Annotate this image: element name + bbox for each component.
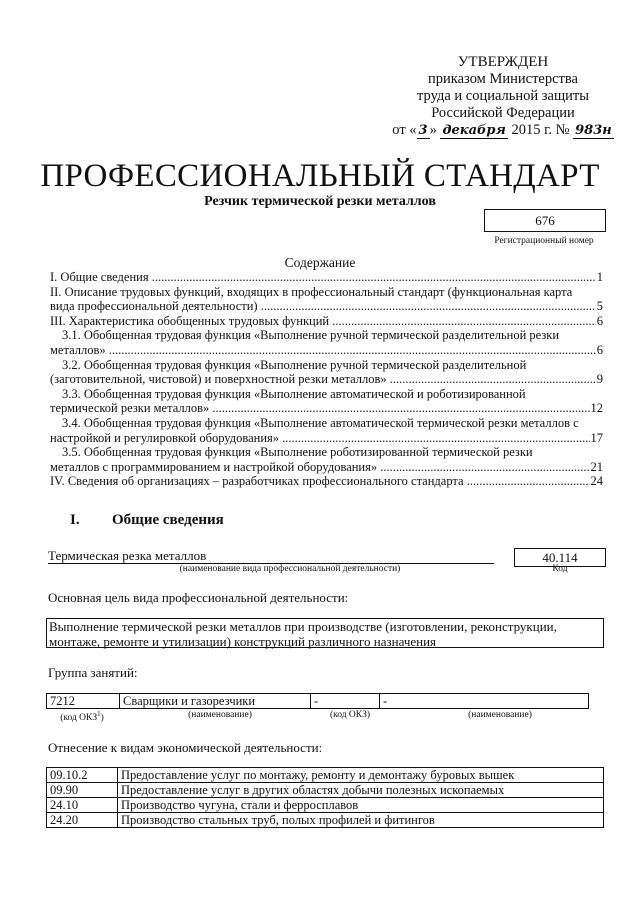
- toc-entry[interactable]: [50, 285, 603, 314]
- date-month: декабря: [442, 123, 506, 138]
- oked-code-cell: 24.10: [47, 798, 118, 813]
- approval-status: УТВЕРЖДЕН: [457, 54, 549, 70]
- toc-entry[interactable]: [50, 387, 603, 416]
- date-year: 2015 г. №: [511, 122, 570, 138]
- goal-text-line: Выполнение термической резки металлов при производстве (изготовлении, реконструкции,: [49, 619, 557, 634]
- toc-entry-text: (заготовительной, чистовой) и поверхностной резки металлов» .....: [50, 372, 596, 387]
- table-row: [47, 813, 604, 828]
- registration-number-label: Регистрационный номер: [494, 236, 594, 246]
- order-number: 983н: [575, 123, 612, 138]
- date-day: 3: [418, 123, 428, 138]
- okz-code-cell: -: [311, 694, 380, 709]
- caption-text: ): [100, 713, 104, 724]
- toc-entry-text: 3.2. Обобщенная трудовая функция «Выполнение ручной термической разделительной: [62, 357, 527, 372]
- oked-name-cell: Предоставление услуг в других областях добычи полезных ископаемых: [118, 783, 604, 798]
- toc-entry-text: I. Общие сведения .....: [50, 270, 596, 285]
- table-row: [47, 694, 589, 709]
- okz-name-caption: (наименование): [188, 710, 252, 720]
- toc-entry[interactable]: [50, 314, 603, 329]
- toc-entry-text: 3.4. Обобщенная трудовая функция «Выполнение автоматической термической резки металлов с: [62, 415, 579, 430]
- toc-entry-page: 21: [590, 459, 603, 474]
- toc-entry-page: 6: [596, 342, 603, 357]
- oked-name-cell: Предоставление услуг по монтажу, ремонту и демонтажу буровых вышек: [118, 768, 604, 783]
- okz-code-caption: (код ОКЗ): [329, 710, 371, 720]
- toc-entry-text: IV. Сведения об организациях – разработчиках профессионального стандарта .....: [50, 474, 590, 489]
- date-prefix: от «: [392, 122, 417, 138]
- section-heading: [70, 512, 224, 529]
- approval-block: [388, 54, 618, 139]
- table-of-contents: [50, 270, 603, 489]
- toc-entry-text: металлов» .....: [50, 343, 596, 358]
- okz-code-cell: 7212: [47, 694, 120, 709]
- toc-entry-text: термической резки металлов» .....: [50, 401, 590, 416]
- activity-name-caption: (наименование вида профессиональной деятельности): [179, 564, 401, 574]
- oked-code-cell: 09.10.2: [47, 768, 118, 783]
- document-title: ПРОФЕССИОНАЛЬНЫЙ СТАНДАРТ: [40, 158, 600, 194]
- goal-box: [46, 618, 604, 648]
- section-title: Общие сведения: [112, 512, 224, 528]
- okz-name-cell: Сварщики и газорезчики: [120, 694, 311, 709]
- document-subtitle: Резчик термической резки металлов: [204, 194, 436, 209]
- oked-table: [46, 767, 604, 828]
- approval-order-line: приказом Министерства: [428, 71, 578, 87]
- toc-entry-page: 9: [596, 372, 603, 387]
- toc-entry[interactable]: [50, 474, 603, 489]
- table-row: [47, 783, 604, 798]
- toc-entry-page: 12: [590, 401, 603, 416]
- toc-entry-text: 3.3. Обобщенная трудовая функция «Выполнение автоматической и роботизированной: [62, 386, 526, 401]
- toc-entry-page: 5: [596, 299, 603, 314]
- approval-date-line: [388, 122, 618, 139]
- occupation-group-table: [46, 693, 589, 709]
- toc-entry[interactable]: [50, 328, 603, 357]
- toc-entry-page: 1: [596, 270, 603, 284]
- toc-entry[interactable]: [50, 416, 603, 445]
- okz-name-caption: (наименование): [468, 710, 532, 720]
- table-row: [47, 768, 604, 783]
- activity-code-box: 40.114: [514, 548, 606, 567]
- registration-number-box: 676: [484, 209, 606, 232]
- toc-entry-text: 3.1. Обобщенная трудовая функция «Выполнение ручной термической разделительной резки: [62, 328, 560, 343]
- toc-entry-page: 6: [596, 313, 603, 328]
- date-mid: »: [429, 122, 437, 138]
- toc-entry-text: настройкой и регулировкой оборудования» .....: [50, 431, 590, 446]
- toc-entry-text: III. Характеристика обобщенных трудовых функций .....: [50, 314, 596, 329]
- goal-text-line: монтаже, ремонте и утилизации) конструкций различного назначения: [49, 634, 437, 649]
- footnote-mark: 1: [97, 710, 101, 718]
- okz-name-cell: -: [380, 694, 589, 709]
- oked-name-cell: Производство чугуна, стали и ферросплавов: [118, 798, 604, 813]
- okz-code-caption: [48, 710, 116, 723]
- approval-ministry-line: труда и социальной защиты: [417, 88, 589, 104]
- approval-country-line: Российской Федерации: [431, 105, 575, 121]
- toc-entry-text: металлов с программированием и настройкой оборудования» .....: [50, 460, 590, 475]
- table-row: [47, 798, 604, 813]
- section-number: I.: [70, 512, 80, 528]
- toc-entry-text: 3.5. Обобщенная трудовая функция «Выполнение роботизированной термической резки: [62, 445, 533, 460]
- toc-entry[interactable]: [50, 358, 603, 387]
- goal-label: Основная цель вида профессиональной деятельности:: [48, 590, 349, 605]
- toc-entry[interactable]: [50, 445, 603, 474]
- oked-name-cell: Производство стальных труб, полых профилей и фитингов: [118, 813, 604, 828]
- toc-entry-text: II. Описание трудовых функций, входящих в профессиональный стандарт (функциональная карта: [50, 284, 573, 299]
- toc-entry-page: 17: [590, 430, 603, 445]
- toc-entry[interactable]: [50, 270, 603, 285]
- toc-entry-text: вида профессиональной деятельности) .....: [50, 299, 596, 314]
- caption-text: (код ОКЗ: [60, 713, 98, 724]
- oked-code-cell: 09.90: [47, 783, 118, 798]
- toc-entry-page: 24: [590, 474, 603, 489]
- oked-label: Отнесение к видам экономической деятельности:: [48, 740, 323, 755]
- activity-code-caption: Код: [552, 564, 568, 574]
- oked-code-cell: 24.20: [47, 813, 118, 828]
- toc-heading: Содержание: [284, 255, 356, 270]
- activity-name-field: Термическая резка металлов: [48, 548, 494, 564]
- occupation-group-label: Группа занятий:: [48, 665, 138, 680]
